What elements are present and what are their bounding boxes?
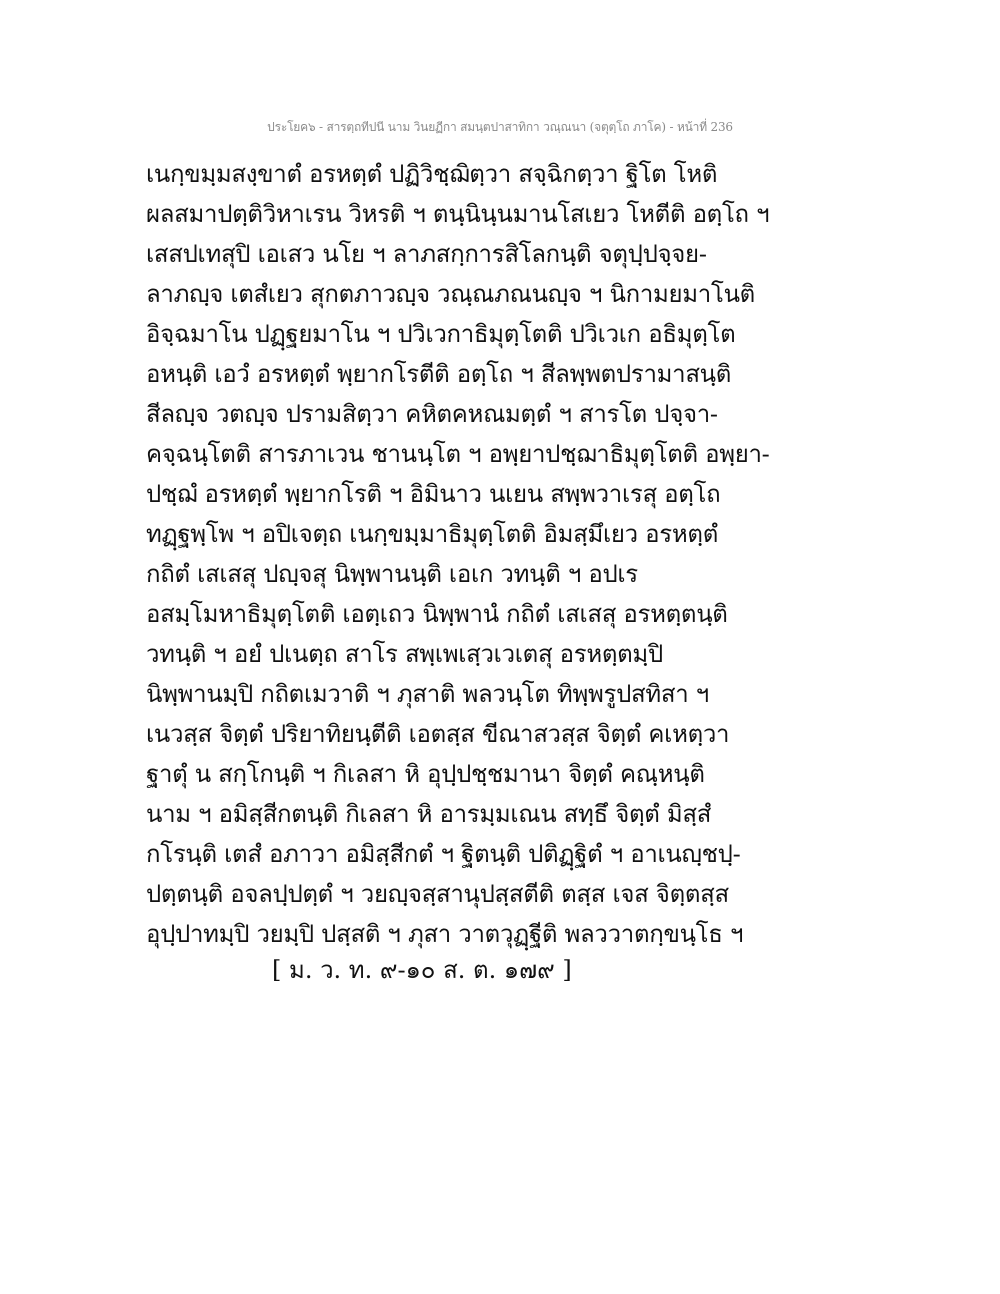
text-line: คจฺฉนฺโตติ สารภาเวน ชานนฺโต ฯ อพฺยาปชฺฌาธิมุตฺโตติ อพฺยา- (146, 440, 770, 468)
text-line: อหนฺติ เอวํ อรหตฺตํ พฺยากโรตีติ อตฺโถ ฯ สีลพฺพตปรามาสนฺติ (146, 360, 732, 388)
text-line: อุปฺปาทมฺปิ วยมฺปิ ปสฺสติ ฯ ภุสา วาตวุฏฺฐีติ พลววาตกฺขนฺโธ ฯ (146, 920, 744, 948)
text-line: ฐาตุํ น สกฺโกนฺติ ฯ กิเลสา หิ อุปฺปชฺชมานา จิตฺตํ คณฺหนฺติ (146, 760, 705, 788)
text-line: เสสปเทสุปิ เอเสว นโย ฯ ลาภสกฺการสิโลกนฺติ จตุปฺปจฺจย- (146, 240, 707, 268)
text-line: ทฏฺฐพฺโพ ฯ อปิเจตฺถ เนกฺขมฺมาธิมุตฺโตติ อิมสฺมึเยว อรหตฺตํ (146, 520, 718, 548)
text-line: ลาภญฺจ เตสํเยว สุกตภาวญฺจ วณฺณภณนญฺจ ฯ นิกามยมาโนติ (146, 280, 755, 308)
text-line: วทนฺติ ฯ อยํ ปเนตฺถ สาโร สพฺเพเสฺวเวเตสุ อรหตฺตมฺปิ (146, 640, 663, 668)
body-text (146, 154, 866, 954)
text-line: เนกฺขมฺมสงฺขาตํ อรหตฺตํ ปฏิวิชฺฌิตฺวา สจฺฉิกตฺวา ฐิโต โหติ (146, 160, 718, 188)
text-line: กโรนฺติ เตสํ อภาวา อมิสฺสีกตํ ฯ ฐิตนฺติ ปติฏฺฐิตํ ฯ อาเนญฺชปฺ- (146, 840, 741, 868)
text-line: อสมฺโมหาธิมุตฺโตติ เอตฺเถว นิพฺพานํ กถิตํ เสเสสุ อรหตฺตนฺติ (146, 600, 728, 628)
source-reference: [ ม. ว. ท. ๙-๑๐ ส. ต. ๑๗๙ ] (272, 956, 572, 984)
text-line: นาม ฯ อมิสฺสีกตนฺติ กิเลสา หิ อารมฺมเณน สทฺธึ จิตฺตํ มิสฺสํ (146, 800, 712, 828)
text-line: สีลญฺจ วตญฺจ ปรามสิตฺวา คหิตคหณมตฺตํ ฯ สารโต ปจฺจา- (146, 400, 718, 428)
text-line: นิพฺพานมฺปิ กถิตเมวาติ ฯ ภุสาติ พลวนฺโต ทิพฺพรูปสทิสา ฯ (146, 680, 709, 708)
text-line: ผลสมาปตฺติวิหาเรน วิหรติ ฯ ตนฺนินฺนมานโสเยว โหตีติ อตฺโถ ฯ (146, 200, 770, 228)
text-line: ปตฺตนฺติ อจลปฺปตฺตํ ฯ วยญฺจสฺสานุปสฺสตีติ ตสฺส เจส จิตฺตสฺส (146, 880, 729, 908)
text-line: กถิตํ เสเสสุ ปญฺจสุ นิพฺพานนฺติ เอเก วทนฺติ ฯ อปเร (146, 560, 638, 588)
text-line: เนวสฺส จิตฺตํ ปริยาทิยนฺตีติ เอตสฺส ขีณาสวสฺส จิตฺตํ คเหตฺวา (146, 720, 730, 748)
text-line: อิจฺฉมาโน ปฏฺฐยมาโน ฯ ปวิเวกาธิมุตฺโตติ ปวิเวเก อธิมุตฺโต (146, 320, 736, 348)
page-header: ประโยค๖ - สารตฺถทีปนี นาม วินยฏีกา สมนฺตปาสาทิกา วณฺณนา (จตุตฺโถ ภาโค) - หน้าที่ 236 (267, 120, 733, 134)
text-line: ปชฺฌํ อรหตฺตํ พฺยากโรติ ฯ อิมินาว นเยน สพฺพวาเรสุ อตฺโถ (146, 480, 721, 508)
